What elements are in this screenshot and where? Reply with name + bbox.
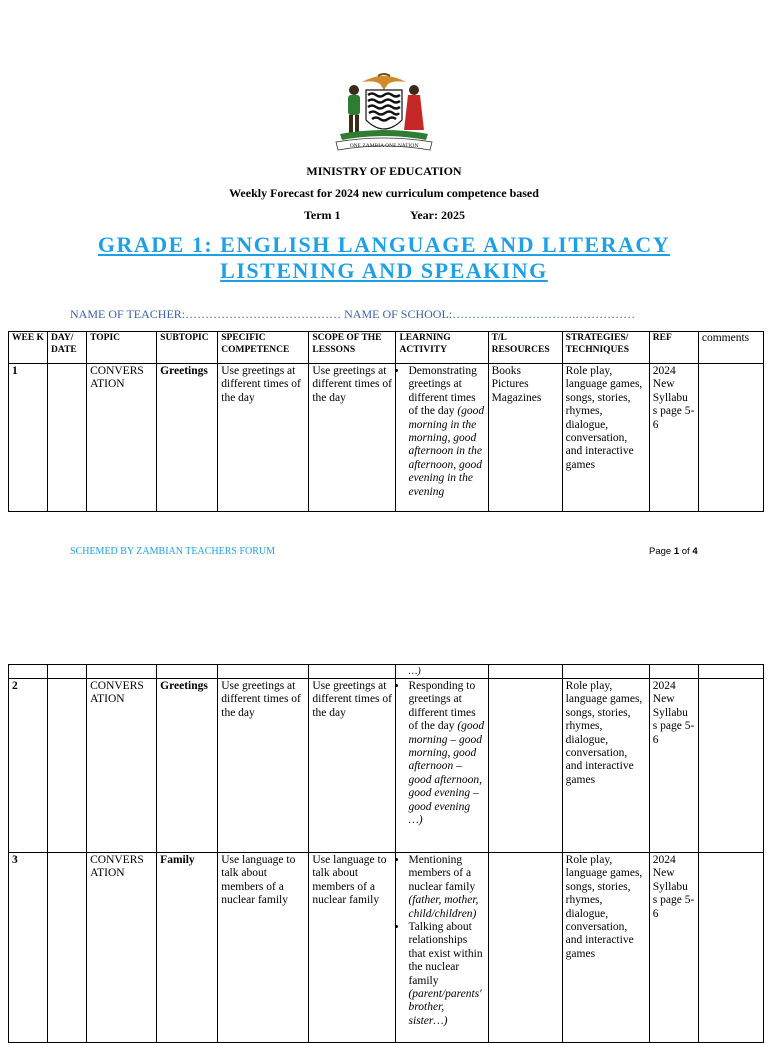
- footer-credit: SCHEMED BY ZAMBIAN TEACHERS FORUM: [70, 546, 276, 557]
- teacher-school-line: NAME OF TEACHER:………………………………… NAME OF SCHOOL:………………………….……………: [70, 307, 636, 321]
- topic-cell: CONVERS ATION: [87, 679, 157, 853]
- page-word: Page: [649, 546, 672, 557]
- page-of-word: of: [681, 546, 690, 557]
- page-current: 1: [673, 546, 680, 557]
- header-resources: T/L RESOURCES: [488, 332, 562, 364]
- header-ref: REF: [649, 332, 698, 364]
- year-label: Year: 2025: [410, 208, 465, 222]
- date-cell: [48, 364, 87, 512]
- strategies-cell: Role play, language games, songs, stories, rhymes, dialogue, conversation, and interactive games: [562, 853, 649, 1043]
- activity-text: Demonstrating greetings at different times of the day: [408, 365, 477, 418]
- activity-cell: [396, 853, 488, 1043]
- grade-title: [60, 232, 708, 284]
- activity-text: Talking about relationships that exist within the nuclear family: [408, 921, 483, 987]
- activity-continued: …): [396, 665, 488, 679]
- header-subtopic: SUBTOPIC: [157, 332, 218, 364]
- activity-examples: (father, mother, child/children): [408, 894, 479, 920]
- week-cell: 1: [9, 364, 48, 512]
- page-number: [649, 546, 698, 557]
- activity-item: [408, 921, 484, 1028]
- forecast-subtitle: Weekly Forecast for 2024 new curriculum competence based: [229, 186, 539, 200]
- activity-text: Mentioning members of a nuclear family: [408, 854, 476, 893]
- header-activity: LEARNING ACTIVITY: [396, 332, 488, 364]
- week-cell: 2: [9, 679, 48, 853]
- ref-cell: 2024 New Syllabu s page 5-6: [649, 853, 698, 1043]
- table-row-continued: [9, 665, 764, 679]
- header-day-date: DAY/ DATE: [48, 332, 87, 364]
- subtopic-cell: Family: [157, 853, 218, 1043]
- forecast-table-page-2: [8, 664, 764, 1043]
- topic-cell: CONVERS ATION: [87, 853, 157, 1043]
- competence-cell: Use greetings at different times of the day: [218, 364, 309, 512]
- activity-text: Responding to greetings at different times of the day: [408, 680, 476, 733]
- term-label: Term 1: [304, 208, 341, 222]
- header-week: WEE K: [9, 332, 48, 364]
- header-strategies: STRATEGIES/ TECHNIQUES: [562, 332, 649, 364]
- activity-examples: (good morning – good morning, good afternoon – good afternoon, good evening – good evening …): [408, 720, 485, 827]
- coat-of-arms-emblem: [322, 68, 446, 158]
- activity-item: [408, 365, 484, 499]
- grade-title-line-1: GRADE 1: ENGLISH LANGUAGE AND LITERACY: [97, 232, 671, 257]
- scope-cell: Use greetings at different times of the day: [309, 364, 396, 512]
- ministry-title: MINISTRY OF EDUCATION: [306, 164, 462, 178]
- topic-cell: CONVERS ATION: [87, 364, 157, 512]
- resources-cell: [488, 853, 562, 1043]
- subtopic-cell: Greetings: [157, 364, 218, 512]
- activity-cell: [396, 679, 488, 853]
- comments-cell: [698, 853, 763, 1043]
- activity-examples: (parent/parents' brother, sister…): [408, 988, 482, 1027]
- ref-cell: 2024 New Syllabu s page 5-6: [649, 364, 698, 512]
- header-competence: SPECIFIC COMPETENCE: [218, 332, 309, 364]
- header-scope: SCOPE OF THE LESSONS: [309, 332, 396, 364]
- date-cell: [48, 853, 87, 1043]
- scope-cell: Use language to talk about members of a nuclear family: [309, 853, 396, 1043]
- comments-cell: [698, 679, 763, 853]
- date-cell: [48, 679, 87, 853]
- activity-item: [408, 854, 484, 921]
- table-row: [9, 853, 764, 1043]
- activity-examples: (good morning in the morning, good afternoon in the afternoon, good evening in the evening: [408, 405, 485, 498]
- ref-cell: 2024 New Syllabu s page 5-6: [649, 679, 698, 853]
- strategies-cell: Role play, language games, songs, stories, rhymes, dialogue, conversation, and interactive games: [562, 679, 649, 853]
- scope-cell: Use greetings at different times of the day: [309, 679, 396, 853]
- table-row: [9, 679, 764, 853]
- comments-cell: [698, 364, 763, 512]
- emblem-banner-text: ONE ZAMBIA ONE NATION: [349, 143, 419, 149]
- activity-item: [408, 680, 484, 827]
- table-row: [9, 364, 764, 512]
- activity-cell: [396, 364, 488, 512]
- strategies-cell: Role play, language games, songs, stories, rhymes, dialogue, conversation, and interactive games: [562, 364, 649, 512]
- header-topic: TOPIC: [87, 332, 157, 364]
- subtopic-cell: Greetings: [157, 679, 218, 853]
- table-header-row: [9, 332, 764, 364]
- competence-cell: Use language to talk about members of a nuclear family: [218, 853, 309, 1043]
- page-total: 4: [692, 546, 698, 557]
- resources-cell: [488, 679, 562, 853]
- competence-cell: Use greetings at different times of the day: [218, 679, 309, 853]
- resources-cell: Books Pictures Magazines: [488, 364, 562, 512]
- forecast-table-page-1: [8, 331, 764, 512]
- week-cell: 3: [9, 853, 48, 1043]
- grade-title-line-2: LISTENING AND SPEAKING: [220, 258, 548, 283]
- header-comments: comments: [698, 332, 763, 364]
